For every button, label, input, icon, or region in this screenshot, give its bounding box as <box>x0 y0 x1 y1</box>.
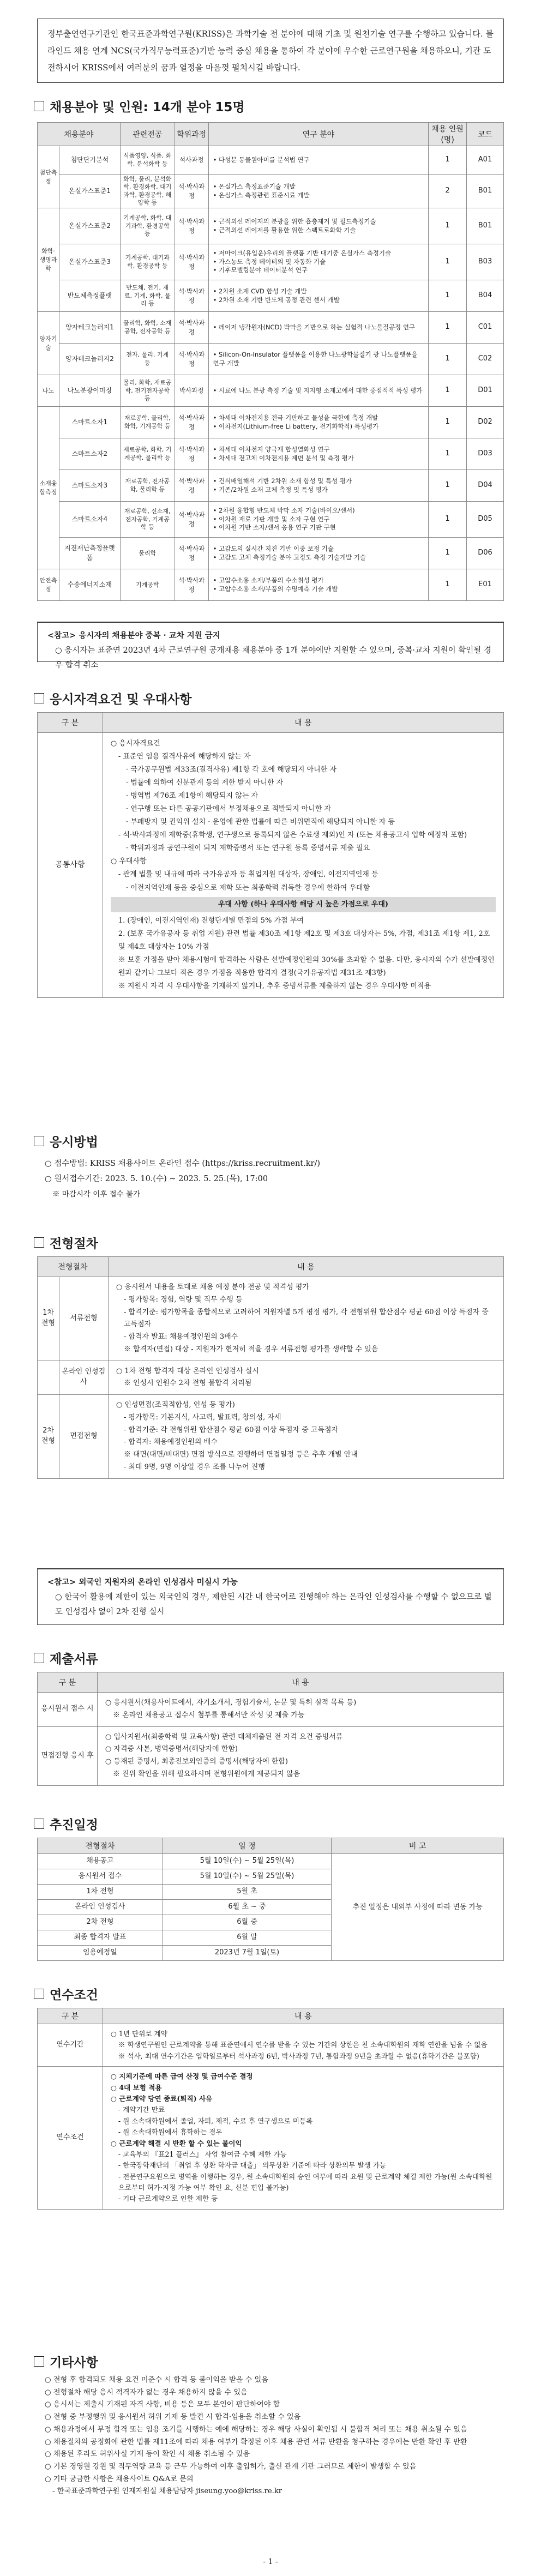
schedule-stage: 임용예정일 <box>38 1946 163 1961</box>
apply-period: ○ 원서접수기간: 2023. 5. 10.(수) ~ 2023. 5. 25.(목), 17:00 <box>45 1175 268 1184</box>
section-title-conditions <box>34 1985 98 2003</box>
schedule-stage: 1차 전형 <box>38 1885 163 1900</box>
cond-line: ○ 근로계약 당연 종료(퇴직) 사유 <box>110 2094 213 2103</box>
recruit-row <box>38 569 504 601</box>
recruit-row <box>38 344 504 375</box>
qualify-header-content: 내 용 <box>103 713 503 733</box>
schedule-date: 5월 10일(수) ~ 5월 25일(목) <box>163 1869 332 1885</box>
etc-item: ○ 기타 궁금한 사항은 채용사이트 Q&A로 문의 <box>45 2475 194 2483</box>
recruit-code: C02 <box>467 344 504 375</box>
schedule-date: 5월 초 <box>163 1885 332 1900</box>
schedule-stage: 채용공고 <box>38 1854 163 1869</box>
checkbox-icon <box>34 1136 44 1146</box>
checkbox-icon <box>34 1237 44 1248</box>
process-line: - 최대 9명, 9명 이상일 경우 조를 나누어 진행 <box>123 1462 265 1471</box>
recruit-row <box>38 375 504 407</box>
section-title-etc <box>34 2352 98 2370</box>
recruit-count: 1 <box>429 438 467 470</box>
recruit-research: • 온실가스 측정표준기술 개발 • 온실가스 측정관련 표준시료 개발 <box>208 174 428 208</box>
recruit-research: • 고압수소용 소재/부품의 수소취성 평가 • 고압수소용 소재/부품의 수명예측 기술 개발 <box>208 569 428 601</box>
recruit-group-label: 화학·생명과학 <box>39 247 57 272</box>
process-line: ※ 인성시 인원수 2차 전형 불합격 처리됨 <box>123 1379 252 1388</box>
recruit-count: 1 <box>429 280 467 312</box>
recruit-degree: 석·박사과정 <box>175 470 208 502</box>
recruit-major: 화학, 물리, 분석화학, 환경화학, 대기과학, 환경공학, 해양학 등 <box>120 174 175 208</box>
cond-line: ○ 근로계약 해결 시 반환 할 수 있는 불이익 <box>110 2139 242 2147</box>
recruit-degree: 석·박사과정 <box>175 244 208 280</box>
recruit-row <box>38 438 504 470</box>
recruit-group-label: 양자기술 <box>39 335 57 351</box>
process-stage-content <box>108 1395 503 1479</box>
recruit-research: • 차세대 이차전지 양극재 합성열화성 연구 • 차세대 전고체 이차전지용 계면 분석 및 측정 평가 <box>208 438 428 470</box>
recruit-degree: 석·박사과정 <box>175 208 208 244</box>
recruit-major: 전자, 물리, 기계 등 <box>120 344 175 375</box>
recruit-group-label: 첨단측정 <box>39 168 57 185</box>
recruit-degree: 석·박사과정 <box>175 438 208 470</box>
recruit-field: 첨단단기분석 <box>59 146 120 174</box>
recruit-header-field: 채용분야 <box>38 123 121 146</box>
recruit-count: 1 <box>429 244 467 280</box>
checkbox-icon <box>34 101 44 111</box>
cond-row <box>38 2024 504 2067</box>
cond-row <box>38 2067 504 2210</box>
recruit-note <box>37 622 504 670</box>
cond-line: ○ 1년 단위로 계약 <box>110 2030 167 2038</box>
cond-line: ○ 4대 보험 적용 <box>110 2083 162 2092</box>
section-title-text: 추진일정 <box>50 1818 98 1832</box>
recruit-group-label: 나노 <box>42 387 55 394</box>
recruit-code: A01 <box>467 146 504 174</box>
qualify-item: 2. (보훈 국가유공자 등 취업 지원) 관련 법률 제30조 제1항 제2호 및 제3호 대상자는 5%, 가점, 제31조 제1항 제1, 2호 및 제4호 대상자는 10% 가점 <box>118 929 490 951</box>
recruit-header-count: 채용 인원(명) <box>429 123 467 146</box>
schedule-date: 6월 중 <box>163 1915 332 1930</box>
section-title-text: 채용분야 및 인원: 14개 분야 15명 <box>50 100 245 115</box>
recruit-degree: 석사과정 <box>175 146 208 174</box>
checkbox-icon <box>34 2356 44 2367</box>
note-body: ○ 한국어 활용에 제한이 있는 외국인의 경우, 제한된 시간 내 한국어로 진행해야 하는 온라인 인성검사를 수행할 수 없으므로 별도 인성검사 없이 2차 전형 실시 <box>55 1592 492 1617</box>
apply-content <box>45 1156 503 1201</box>
section-title-docs <box>34 1649 98 1667</box>
docs-header-category: 구 분 <box>38 1672 98 1693</box>
section-title-text: 기타사항 <box>50 2356 98 2370</box>
recruit-research: • Silicon-On-Insulator 플랫폼을 이용한 나노광학물질기 광 나노플랫폼을 연구 개발 <box>208 344 428 375</box>
recruit-count: 1 <box>429 375 467 407</box>
recruit-degree: 석·박사과정 <box>175 502 208 538</box>
recruit-count: 1 <box>429 470 467 502</box>
recruit-code: D03 <box>467 438 504 470</box>
process-stage-number: 2차 전형 <box>38 1395 59 1479</box>
recruit-count: 1 <box>429 312 467 344</box>
recruit-field: 온실가스표준1 <box>59 174 120 208</box>
apply-deadline-note: ※ 마감시각 이후 접수 불가 <box>52 1189 141 1199</box>
etc-item: ○ 전형 후 합격되도 채용 요건 미준수 시 합격 등 불이익을 받을 수 있음 <box>45 2376 268 2384</box>
docs-row <box>38 1693 504 1727</box>
recruit-code: D04 <box>467 470 504 502</box>
cond-content <box>103 2024 503 2067</box>
schedule-remark: 추진 일정은 내외부 사정에 따라 변동 가능 <box>332 1854 504 1961</box>
process-stage-name: 온라인 인성검사 <box>59 1361 108 1395</box>
etc-item: - 한국표준과학연구원 인재자원실 채용담당자 jiseung.yoo@kriss.re.kr <box>52 2487 282 2496</box>
cond-line: ※ 석사, 최대 연수기간은 입학일로부터 석사과정 6년, 박사과정 7년, 통합과정 9년을 초과할 수 없음(휴학기간은 불포함) <box>118 2051 479 2060</box>
schedule-stage: 응시원서 접수 <box>38 1869 163 1885</box>
qualify-label: 공통사항 <box>38 733 103 998</box>
recruit-degree: 석·박사과정 <box>175 312 208 344</box>
cond-content <box>103 2067 503 2210</box>
qualify-item: · 국가공무원법 제33조(결격사유) 제1항 각 호에 해당되지 아니한 자 <box>125 766 336 774</box>
qualify-item: ○ 우대사항 <box>110 857 147 866</box>
recruit-group <box>38 375 59 407</box>
recruit-row <box>38 312 504 344</box>
qualify-item: ○ 응시자격요건 <box>110 739 160 748</box>
docs-line: ※ 진위 확인을 위해 필요하시며 전형위원에게 제공되지 않음 <box>112 1770 300 1778</box>
recruit-code: B04 <box>467 280 504 312</box>
process-line: ○ 인성면접(조직적합성, 인성 등 평가) <box>116 1401 235 1409</box>
schedule-date: 5월 10일(수) ~ 5월 25일(목) <box>163 1854 332 1869</box>
process-stage-name: 서류전형 <box>59 1277 108 1361</box>
recruit-row <box>38 146 504 174</box>
recruit-research: • 저마이크(유입운)우리의 플랫폼 기반 대기중 온실가스 측정기술 • 가스농도 측정 데이터의 및 자동화 기술 • 기후모델링분야 데이터분석 연구 <box>208 244 428 280</box>
recruit-major: 재료공학, 신소재, 전자공학, 기계공학 등 <box>120 502 175 538</box>
process-stage-number: 1차 전형 <box>38 1277 59 1361</box>
docs-content <box>97 1726 503 1785</box>
recruit-row <box>38 502 504 538</box>
process-row <box>38 1361 504 1395</box>
cond-line: - 교육부의 『표21 플러스』 사업 참여금 수혜 제한 가능 <box>118 2150 287 2158</box>
recruit-degree: 석·박사과정 <box>175 174 208 208</box>
qualify-item: ※ 지원시 자격 시 우대사항을 기재하지 않거나, 추후 증빙서류를 제출하지 않는 경우 우대사항 미적용 <box>118 982 431 990</box>
recruit-field: 온실가스표준3 <box>59 244 120 280</box>
qualify-item: · 법률에 의하여 신분관계 등의 제한 받지 아니한 자 <box>125 779 284 787</box>
recruit-field: 나노분광이미징 <box>59 375 120 407</box>
section-title-text: 응시자격요건 및 우대사항 <box>50 693 192 707</box>
cond-line: ※ 학생연구원인 근로계약을 통해 표준연에서 연수를 받을 수 있는 기간의 상한은 천 소속대학원의 재학 연한을 넘을 수 없음 <box>118 2041 488 2049</box>
process-line: - 합격기준: 각 전형위원 합산점수 평균 60점 이상 득점자 중 고득점자 <box>123 1425 339 1434</box>
docs-header-content: 내 용 <box>97 1672 503 1693</box>
recruit-degree: 석·박사과정 <box>175 407 208 438</box>
qualify-header-category: 구 분 <box>38 713 103 733</box>
process-line: ※ 합격자(면접) 대상 - 지원자가 현저히 적을 경우 서류전형 평가를 생략할 수 있음 <box>123 1345 378 1353</box>
section-title-process <box>34 1233 98 1251</box>
docs-label: 응시원서 접수 시 <box>38 1693 98 1727</box>
process-stage-name: 면접전형 <box>59 1395 108 1479</box>
recruit-research: • 2차원 융합형 반도체 박막 소자 기술(바이오/센서) • 이차원 재료 기판 개발 및 소자 구현 연구 • 이차원 기반 소자/센서 응용 연구 기판 구현 <box>208 502 428 538</box>
qualify-item: - 석·박사과정에 재학중(휴학생, 연구생으로 등록되지 않은 수료생 제외)인 자 (또는 채용공고시 입학 예정자 포함) <box>118 831 467 840</box>
process-row <box>38 1395 504 1479</box>
checkbox-icon <box>34 1819 44 1829</box>
recruit-degree: 석·박사과정 <box>175 344 208 375</box>
schedule-stage: 온라인 인성검사 <box>38 1900 163 1915</box>
schedule-date: 6월 초 ~ 중 <box>163 1900 332 1915</box>
recruit-code: D05 <box>467 502 504 538</box>
qualify-item: 1. (장애인, 이전지역인재) 전형단계별 만점의 5% 가점 부여 <box>118 916 304 925</box>
recruit-code: C01 <box>467 312 504 344</box>
qualify-item: - 관계 법률 및 내규에 따라 국가유공자 등 취업지원 대상자, 장애인, 이전지역인재 등 <box>118 870 378 879</box>
qualify-item: · 연구행 또는 다른 공공기관에서 부정채용으로 적발되지 아니한 자 <box>125 805 332 814</box>
recruit-group <box>38 312 59 375</box>
etc-item: ○ 채용과정에서 부정 합격 또는 임용 조기를 시행하는 예에 해당하는 경우 해당 사실이 확인됨 시 불합격 처리 또는 채용 취소될 수 있음 <box>45 2425 467 2434</box>
recruit-major: 재료공학, 화학, 기계공학, 물리학 등 <box>120 438 175 470</box>
etc-item: ○ 채용절차의 공정화에 관한 법률 제11조에 따라 채용 여부가 확정된 이후 채용 관련 서류 반환을 청구하는 경우에는 반환 확인 후 반환 <box>45 2437 467 2446</box>
recruit-major: 기계공학 <box>120 569 175 601</box>
process-header-content: 내 용 <box>108 1257 503 1277</box>
recruit-field: 지진재난측정플랫폼 <box>59 538 120 569</box>
schedule-stage: 2차 전형 <box>38 1915 163 1930</box>
recruit-research: • 시료에 나노 분광 측정 기술 및 지지형 소재고에서 대한 중점적적 특성 평가 <box>208 375 428 407</box>
cond-label: 연수기간 <box>38 2024 103 2067</box>
recruit-major: 기계공학, 대기과학, 환경공학 등 <box>120 244 175 280</box>
recruit-field: 수송에너지소재 <box>59 569 120 601</box>
section-title-text: 연수조건 <box>50 1988 98 2002</box>
section-title-schedule <box>34 1815 98 1833</box>
etc-item: ○ 전형 중 부정행위 및 응시원서 허위 기재 등 발견 시 합격·임용을 취소할 수 있음 <box>45 2413 301 2422</box>
recruit-research: • 차세대 이차전지용 전극 기판하고 물성을 극한에 측정 개발 • 이차전지(Lithium-free Li battery, 전기화학적) 특성평가 <box>208 407 428 438</box>
cond-line: - 원 소속대학원에서 졸업, 자퇴, 제적, 수료 후 연구생으로 미등록 <box>118 2116 313 2125</box>
process-stage-content <box>108 1277 503 1361</box>
recruit-major: 기계공학, 화학, 대기과학, 환경공학 등 <box>120 208 175 244</box>
recruit-table <box>37 122 504 601</box>
process-line: - 합격자: 채용예정인원의 배수 <box>123 1438 218 1447</box>
qualify-item: · 병역법 제76조 제1항에 해당되지 않는 자 <box>125 792 258 801</box>
schedule-date: 6월 말 <box>163 1930 332 1946</box>
recruit-group <box>38 208 59 312</box>
recruit-major: 반도체, 전기, 재료, 기계, 화학, 물리 등 <box>120 280 175 312</box>
process-line: - 평가항목: 경험, 역량 및 직무 수행 등 <box>123 1295 243 1304</box>
section-title-recruit <box>34 97 245 115</box>
recruit-field: 스마트소자1 <box>59 407 120 438</box>
cond-line: - 전문연구요원으로 병역을 이행하는 경우, 원 소속대학원의 승인 여부에 따라 요원 및 근로계약 체결 제한 가능(원 소속대학원으로부터 허가·지정 가능 여부 확인 요, 신분 편입 불가능) <box>118 2172 492 2192</box>
cond-line: - 기타 근로계약으로 인한 제한 등 <box>118 2194 218 2203</box>
recruit-field: 양자테크놀러지1 <box>59 312 120 344</box>
docs-line: ○ 자격증 사본, 병역증명서(해당자에 한함) <box>105 1745 238 1754</box>
intro-paragraph: 정부출연연구기관인 한국표준과학연구원(KRISS)은 과학기술 전 분야에 대해 기초 및 원천기술 연구를 수행하고 있습니다. 블라인드 채용 연계 NCS(국가직무능력표준)기반 능력 중심 채용을 통하여 각 분야에 우수한 근로연구원을 채용하오니, 기관 도전하시어 KRISS에서 여러분의 꿈과 열정을 마음껏 펼치시길 바랍니다. <box>37 19 504 83</box>
qualify-highlight: 우대 사항 (하나 우대사항 해당 시 높은 가점으로 우대) <box>111 897 496 912</box>
recruit-group <box>38 407 59 569</box>
etc-item: ○ 채용된 후라도 허위사실 기재 등이 확인 시 채용 취소됨 수 있음 <box>45 2450 250 2459</box>
recruit-research: • 다성분 동물원아미를 분석법 연구 <box>208 146 428 174</box>
schedule-table <box>37 1838 504 1961</box>
recruit-count: 1 <box>429 146 467 174</box>
recruit-major: 물리, 화학, 재료공학, 전기전자공학 등 <box>120 375 175 407</box>
recruit-major: 물리학, 화학, 소재공학, 전자공학 등 <box>120 312 175 344</box>
note-body: ○ 응시자는 표준연 2023년 4차 근로연구원 공개채용 채용분야 중 1개 분야에만 지원할 수 있으며, 중복·교차 지원이 확인될 경우 합격 취소 <box>55 646 491 670</box>
process-note <box>37 1568 504 1625</box>
recruit-degree: 석·박사과정 <box>175 538 208 569</box>
etc-item: ○ 전형절차 해당 응시 적격자가 없는 경우 채용하지 않을 수 있음 <box>45 2388 248 2397</box>
recruit-count: 1 <box>429 208 467 244</box>
recruit-code: B01 <box>467 208 504 244</box>
conditions-table <box>37 2008 504 2210</box>
process-line: ※ 대면(대면/비대면) 면접 방식으로 진행하며 면접일정 등은 추후 개별 안내 <box>123 1450 358 1459</box>
recruit-row <box>38 244 504 280</box>
recruit-header-code: 코드 <box>467 123 504 146</box>
docs-line: ○ 응시원서(채용사이트에서, 자기소개서, 경험기술서, 논문 및 특허 실적 목록 등) <box>105 1699 357 1707</box>
recruit-major: 재료공학, 물리학, 화학, 기계공학 등 <box>120 407 175 438</box>
qualify-item: · 부패방지 및 권익위 설치 · 운영에 관한 법률에 따른 비위면직에 해당되지 아니한 자 등 <box>125 818 395 827</box>
recruit-major: 물리학 <box>120 538 175 569</box>
docs-line: ※ 온라인 채용공고 접수시 첨부를 통해서만 작성 및 제출 가능 <box>112 1711 305 1719</box>
section-title-apply <box>34 1132 98 1150</box>
schedule-row <box>38 1854 504 1869</box>
recruit-header-major: 관련전공 <box>120 123 175 146</box>
docs-table <box>37 1672 504 1786</box>
qualify-content <box>103 733 503 998</box>
schedule-stage: 최종 합격자 발표 <box>38 1930 163 1946</box>
schedule-header-remark: 비 고 <box>332 1838 504 1854</box>
recruit-row <box>38 174 504 208</box>
checkbox-icon <box>34 693 44 703</box>
recruit-count: 1 <box>429 569 467 601</box>
docs-content <box>97 1693 503 1727</box>
schedule-date: 2023년 7월 1일(토) <box>163 1946 332 1961</box>
process-line: - 평가항목: 기본지식, 사고력, 발표력, 창의성, 자세 <box>123 1413 281 1422</box>
recruit-count: 2 <box>429 174 467 208</box>
apply-method: ○ 접수방법: KRISS 채용사이트 온라인 접수 (https://kriss.recruitment.kr/) <box>45 1159 320 1168</box>
docs-line: ○ 등재된 증명서, 최종전보외인증의 증명서(해당자에 한함) <box>105 1758 288 1766</box>
recruit-group-label: 소재융합측정 <box>39 479 57 496</box>
recruit-code: E01 <box>467 569 504 601</box>
process-stage-number <box>38 1361 59 1395</box>
recruit-major: 식품영양, 식품, 화학, 분석화학 등 <box>120 146 175 174</box>
recruit-field: 반도체측정플랫 <box>59 280 120 312</box>
recruit-group <box>38 146 59 208</box>
process-row <box>38 1277 504 1361</box>
recruit-research: • 건식배열해석 기반 2차원 소재 합성 및 특성 평가 • 기존/2차원 소재 고체 측정 및 특성 평가 <box>208 470 428 502</box>
cond-label: 연수조건 <box>38 2067 103 2210</box>
recruit-code: B01 <box>467 174 504 208</box>
cond-line: - 계약기간 만료 <box>118 2105 165 2114</box>
schedule-header-date: 일 정 <box>163 1838 332 1854</box>
etc-item: ○ 기본 경영원 강원 및 직무역량 교육 등 근무 가능하여 이후 출입허가, 출신 관계 기관 그러므로 제한이 발생할 수 있음 <box>45 2462 417 2471</box>
note-heading: <참고> 응시자의 채용분야 중복 · 교차 지원 금지 <box>47 631 220 640</box>
recruit-group <box>38 569 59 601</box>
recruit-major: 재료공학, 전자공학, 물리학 등 <box>120 470 175 502</box>
qualify-item: · 학위과정과 공연구원이 되지 재학증명서 또는 연구원 등록 증명서류 제출 필요 <box>125 844 370 853</box>
recruit-header-degree: 학위과정 <box>175 123 208 146</box>
recruit-row <box>38 470 504 502</box>
recruit-row <box>38 208 504 244</box>
recruit-degree: 석·박사과정 <box>175 280 208 312</box>
cond-line: - 원 소속대학원에서 휴학하는 경우 <box>118 2128 223 2136</box>
section-title-text: 응시방법 <box>50 1135 98 1149</box>
recruit-field: 스마트소자2 <box>59 438 120 470</box>
process-line: ○ 응시원서 내용을 토대로 채용 예정 분야 전공 및 적격성 평가 <box>116 1283 309 1291</box>
process-stage-content <box>108 1361 503 1395</box>
docs-line: ○ 입사지원서(최종학력 및 교육사항) 관련 대체제출된 전 자격 요건 증빙서류 <box>105 1732 343 1741</box>
recruit-research: • 2차원 소재 CVD 합성 기술 개발 • 2차원 소재 기반 반도체 공정 관련 센서 개발 <box>208 280 428 312</box>
recruit-count: 1 <box>429 502 467 538</box>
cond-header-content: 내 용 <box>103 2008 503 2024</box>
recruit-group-label: 안전측정 <box>39 576 57 593</box>
recruit-field: 스마트소자4 <box>59 502 120 538</box>
qualify-item: ※ 보훈 가점을 받아 채용시험에 합격하는 사람은 선발예정인원의 30%를 초과할 수 없음. 다만, 응시자의 수가 선발예정인원과 같거나 그보다 적은 경우 가점을 적용한 합격자 결정(국가유공자법 제31조 제3항) <box>118 955 495 977</box>
recruit-count: 1 <box>429 407 467 438</box>
schedule-header-stage: 전형절차 <box>38 1838 163 1854</box>
etc-list <box>45 2374 503 2498</box>
process-line: ○ 1차 전형 합격자 대상 온라인 인성검사 실시 <box>116 1367 259 1375</box>
recruit-row <box>38 538 504 569</box>
cond-line: - 한국장학재단의 「취업 후 상환 학자금 대출」 의무상환 기준에 따라 상환의무 발생 가능 <box>118 2161 386 2170</box>
section-title-text: 제출서류 <box>50 1652 98 1666</box>
recruit-research: • 레이저 냉각원자(NCD) 박막을 기반으로 하는 실험적 나노물질공정 연구 <box>208 312 428 344</box>
recruit-field: 스마트소자3 <box>59 470 120 502</box>
recruit-row <box>38 280 504 312</box>
docs-label: 면접전형 응시 후 <box>38 1726 98 1785</box>
process-header-stage: 전형절차 <box>38 1257 109 1277</box>
recruit-code: D01 <box>467 375 504 407</box>
checkbox-icon <box>34 1653 44 1663</box>
recruit-field: 온실가스표준2 <box>59 208 120 244</box>
section-title-qualify <box>34 689 191 707</box>
recruit-field: 양자테크놀러지2 <box>59 344 120 375</box>
recruit-count: 1 <box>429 344 467 375</box>
qualify-item: · 이전지역인재 등을 중심으로 재학 또는 최종학력 취득한 경우에 한하여 우대함 <box>125 883 370 892</box>
recruit-research: • 고감도의 실시간 지진 기반 이중 보정 기술 • 고감도 고체 측정기술 분야 고정도 측정 기술개발 기술 <box>208 538 428 569</box>
recruit-degree: 박사과정 <box>175 375 208 407</box>
note-heading: <참고> 외국인 지원자의 온라인 인성검사 미실시 가능 <box>47 1578 238 1587</box>
recruit-code: D02 <box>467 407 504 438</box>
cond-line: ○ 지체기준에 따른 급여 산정 및 급여수준 결정 <box>110 2072 253 2081</box>
recruit-header-research: 연구 분야 <box>208 123 428 146</box>
section-title-text: 전형절차 <box>50 1237 98 1251</box>
recruit-research: • 근적외선 레이저의 분광을 위한 흡충제거 및 필드측정기술 • 근적외선 레이저를 활용한 위한 스펙트로화학 기술 <box>208 208 428 244</box>
process-line: - 합격자 발표: 채용예정인원의 3배수 <box>123 1333 238 1341</box>
process-line: - 합격기준: 평가항목을 종합적으로 고려하여 지원자별 5개 평정 평가, 각 전형위원 합산점수 평균 60점 이상 득점자 중 고득점자 <box>123 1308 489 1329</box>
qualify-table <box>37 712 504 998</box>
recruit-code: B03 <box>467 244 504 280</box>
recruit-degree: 석·박사과정 <box>175 569 208 601</box>
page-number: - 1 - <box>263 2557 278 2566</box>
qualify-item: - 표준연 임용 결격사유에 해당하지 않는 자 <box>118 753 251 761</box>
recruit-row <box>38 407 504 438</box>
cond-header-category: 구 분 <box>38 2008 103 2024</box>
process-table <box>37 1256 504 1479</box>
recruit-count: 1 <box>429 538 467 569</box>
etc-item: ○ 응시서는 제출시 기재된 자격 사항, 비용 등은 모두 본인이 판단하여야 함 <box>45 2400 280 2409</box>
recruit-code: D06 <box>467 538 504 569</box>
checkbox-icon <box>34 1989 44 1999</box>
docs-row <box>38 1726 504 1785</box>
